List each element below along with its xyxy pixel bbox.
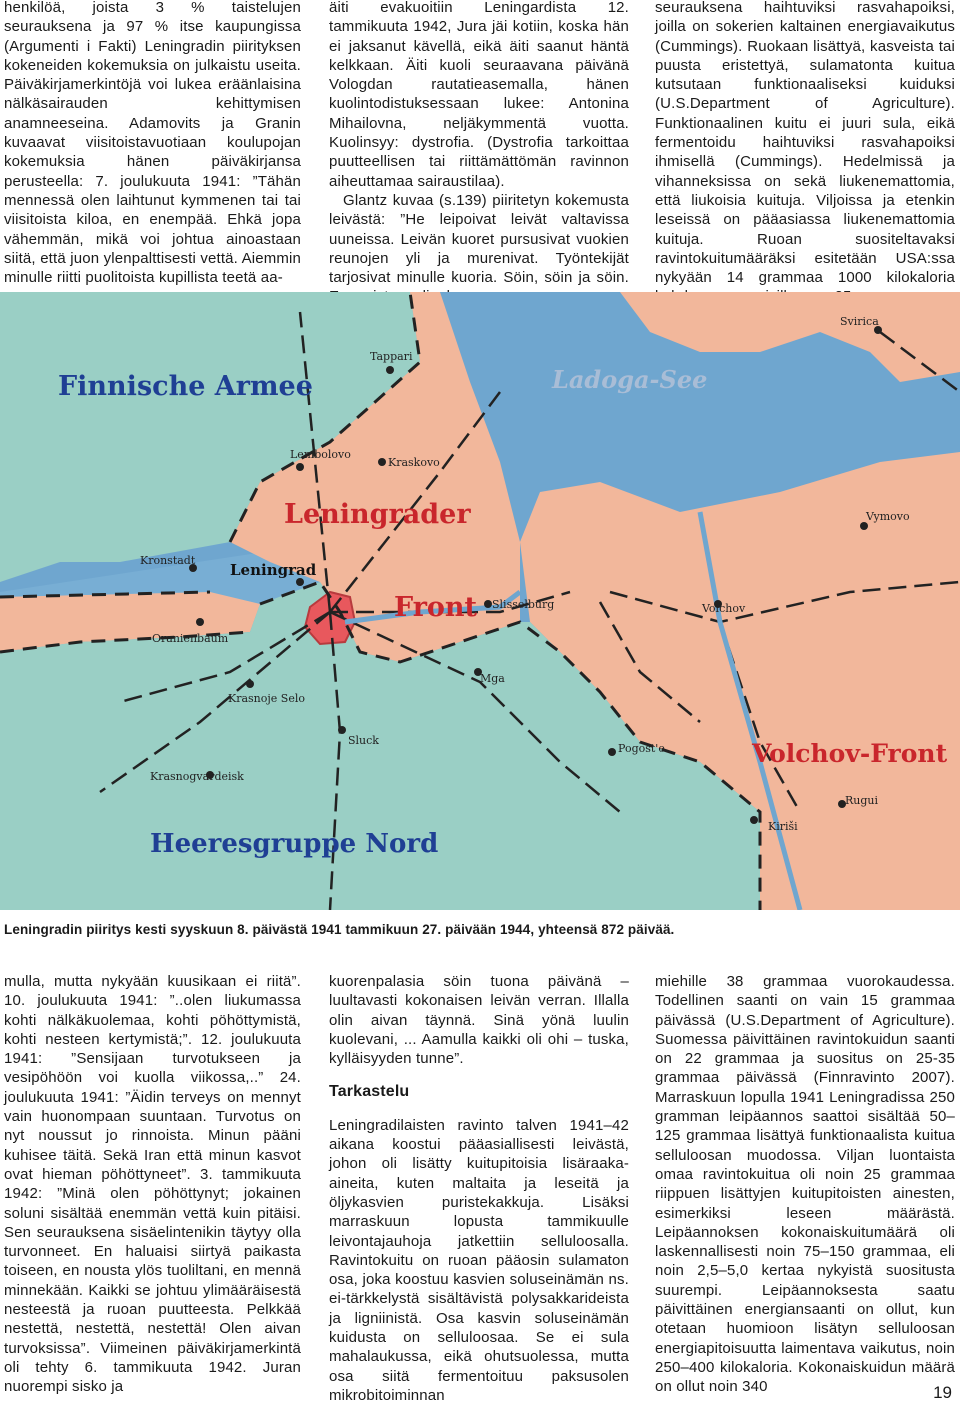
label-kirisi: Kiriši (768, 820, 798, 833)
label-rugui: Rugui (845, 794, 879, 807)
label-svirica: Svirica (840, 315, 879, 328)
label-krasnogvardeisk: Krasnogvardeisk (150, 770, 244, 783)
label-heeresgruppe-nord: Heeresgruppe Nord (150, 829, 439, 859)
map-caption: Leningradin piiritys kesti syyskuun 8. päivästä 1941 tammikuun 27. päivään 1944, yhteensä 872 päivää. (4, 922, 675, 937)
label-kraskovo: Kraskovo (388, 456, 440, 469)
label-krasnoje-selo: Krasnoje Selo (228, 692, 305, 705)
top-column-2-paragraph-1: äiti evakuoitiin Leningardista 12. tammikuuta 1942, Jura jäi kotiin, koska hän ei jaksanut kävellä, eikä äiti saanut häntä kelkkaan. Äiti kuoli seuraavana päivänä Vologdan rautatieasemalla, hänen kuolintodistuksessaan lukee: Antonina Mihailovna, neljäkymmentä vuotta. Kuolinsyy: dystrofia. (Dystrofia tarkoittaa puutteellisen tai riittämättömän ravinnon aiheuttamaa sairaustilaa). (329, 0, 629, 190)
label-mga: Mga (480, 672, 505, 685)
label-ladoga-see: Ladoga-See (552, 365, 708, 394)
label-finnische-armee: Finnische Armee (58, 371, 313, 402)
label-lembolovo: Lembolovo (290, 448, 351, 461)
map-svg (0, 292, 960, 910)
leningrad-siege-map (0, 292, 960, 910)
top-column-2-paragraph-2: Glantz kuvaa (s.139) piiritetyn kokemusta leivästä: ”He leipoivat leivät valtavissa uuneissa. Leivän kuoret pursusivat vuokien reunojen yli ja murenivat. Työntekijät tarjosivat minulle kuoria. Söin, söin ja söin. (329, 191, 629, 287)
label-front: Front (394, 592, 478, 623)
section-heading-tarkastelu: Tarkastelu (329, 1083, 410, 1101)
label-leningrad: Leningrad (230, 561, 317, 579)
label-volchov-front: Volchov-Front (752, 739, 948, 768)
label-volchov: Volchov (702, 602, 746, 615)
top-column-1 (4, 0, 301, 287)
top-column-1-text: henkilöä, joista 3 % taistelujen seurauksena ja 97 % itse kaupungissa (Argumenti i Fakti) Leningradin piirityksen kokeneiden kokemuksia on julkaistu useita. Päiväkirjamerkintöjä voi lukea eräänlaisina nälkäsairauden kehittymisen anamneeseina. Adamovits ja Granin kuvaavat viisitoistavuotiaan koulupojan kokemuksia hänen päiväkirjansa perusteella: 7. joulukuuta 1941: ”Tähän mennessä olen laihtunut kymmenen tai tai viisitoista kiloa, en enempää. Ehkä jopa vähemmän, mikä voi johtua ainoastaan siitä, että juon ylenpalttisesti vettä. Aiemmin minulle riitti puolitoista kupillista teetä aa- (4, 0, 301, 287)
bottom-column-2 (329, 972, 629, 1405)
label-kronstadt: Kronstadt (140, 554, 196, 567)
label-vymovo: Vymovo (866, 510, 910, 523)
label-pogostie: Pogost'e (618, 742, 665, 755)
bottom-column-2-paragraph-1: kuorenpalasia söin tuona päivänä – luultavasti kokonaisen leivän verran. Illalla olin aivan täynnä. Sinä yönä luulin kuolevani, ... Aamulla kaikki oli ohi – tuska, kylläisyyden tunne”. (329, 973, 629, 1068)
bottom-column-1 (4, 972, 301, 1397)
label-sluck: Sluck (348, 734, 379, 747)
label-leningrader: Leningrader (284, 499, 471, 530)
bottom-column-1-text: mulla, mutta nykyään kuusikaan ei riitä”. 10. joulukuuta 1941: ”..olen liukumassa kohti nälkäkuolemaa, kohti pöhöttymistä, kohti nesteen kertymistä;”. 12. joulukuuta 1941: ”Sensijaan turvotukseen ja vesipöhöön voi kuolla viikossa,..” 24. joulukuuta 1941: ”Äidin terveys on mennyt vain huonompaan suuntaan. Turvotus on nyt noussut jo rinnoista. Minun pääni kuhisee täitä. Sekä Iran että minun kasvot ovat hieman pöhöttyneet”. 3. tammikuuta 1942: ”Minä olen pöhöttynyt; jokainen soluni sisältää enemmän vettä kuin pitäisi. Sen seurauksena sisäelintenikin täytyy olla turvonneet. En haluaisi siirtyä paikasta toiseen, en nousta ylös tuoliltani, en mennä minnekään. Kaikki se johtuu ylimääräisestä nesteestä ja ruoan puutteesta. Pelkkää nestettä, nestettä, nestettä! Olen aivan turvoksissa”. Viimeinen päiväkirjamerkintä oli tehty 6. tammikuuta 1942. Juran nuorempi sisko ja (4, 973, 301, 1396)
top-column-3-text: seurauksena haihtuviksi rasvahapoiksi, joilla on sokerien kaltainen energiavaikutus (Cummings). Ruokaan lisättyä, kasveista tai puusta eristettyä, sulamatonta kuitua kutsutaan funktionaaliseksi kuiduksi (U.S.Department of Agriculture). Funktionaalinen kuitu ei juuri sula, eikä fermentoidu haihtuviksi rasvahapoiksi ihmisellä (Cummings). Hedelmissä ja vihanneksissa on sekä liukenemattomia, että liukoisia kuituja. Viljoissa ja etenkin leseissä on pääasiassa liukenemattomia kuituja. Ruoan suositeltavaksi ravintokuitumääräksi esitetään USA:ssa nykyään 14 grammaa 1000 kilokaloria (655, 0, 955, 287)
label-tappari: Tappari (370, 350, 413, 363)
bottom-column-3 (655, 972, 955, 1397)
label-oranienbaum: Oranienbaum (152, 632, 229, 645)
bottom-column-2-paragraph-2: Leningradilaisten ravinto talven 1941–42 aikana koostui pääasiallisesti leivästä, johon oli lisätty kuitupitoisia lisäraaka-aineita, kuten maltaita ja leseitä ja öljykasvien puristekakkuja. Lisäksi marraskuun lopusta tammikuulle leivontajauhoja jatkettiin selluloosalla. Ravintokuitu on ruoan pääosin sulamaton osa, joka koostuu kasvien soluseinämän ns. ei-tärkkelystä sisältävistä polysakkarideista ja ligniinistä. Osa kasvin soluseinämän kuidusta on selluloosaa. Se ei sula mahalaukussa, eikä ohutsuolessa, mutta osa siitä fermentoituu paksusolen mikrobitoiminnan (329, 1116, 629, 1404)
bottom-column-3-text: miehille 38 grammaa vuorokaudessa. Todellinen saanti on vain 15 grammaa päivässä (U.S.Department of Agriculture). Suomessa päivittäinen ravintokuidun saanti on 22 grammaa ja suositus on 25-35 grammaa päivässä (Finnravinto 2007). Marraskuun lopulla 1941 Leningradissa 250 gramman leipäannos saattoi sisältää 50–125 grammaa lisättyä funktionaalista kuitua selluloosan muodossa. Viljan luontaista omaa ravintokuitua oli noin 25 grammaa riippuen lisättyjen kuitupitoisten ainesten, esimerkiksi leseen määrästä. Leipäannoksen kokonaiskuitumäärä oli laskennallisesti noin 75–150 grammaa, eli noin 2,5–5,0 kertaa nykyistä suositusta suurempi. Leipäannoksesta saatu päivittäinen energiansaanti on ollut, kun otetaan huomioon lisätyn selluloosan energiapitoisuutta laimentava vaikutus, noin 250–400 kilokaloria. Kokonaiskuidun määrä on ollut noin 340 (655, 973, 955, 1396)
page-number: 19 (933, 1383, 952, 1402)
top-column-3 (655, 0, 955, 326)
label-slisselburg: Slisselburg (492, 598, 555, 611)
top-column-2 (329, 0, 629, 307)
